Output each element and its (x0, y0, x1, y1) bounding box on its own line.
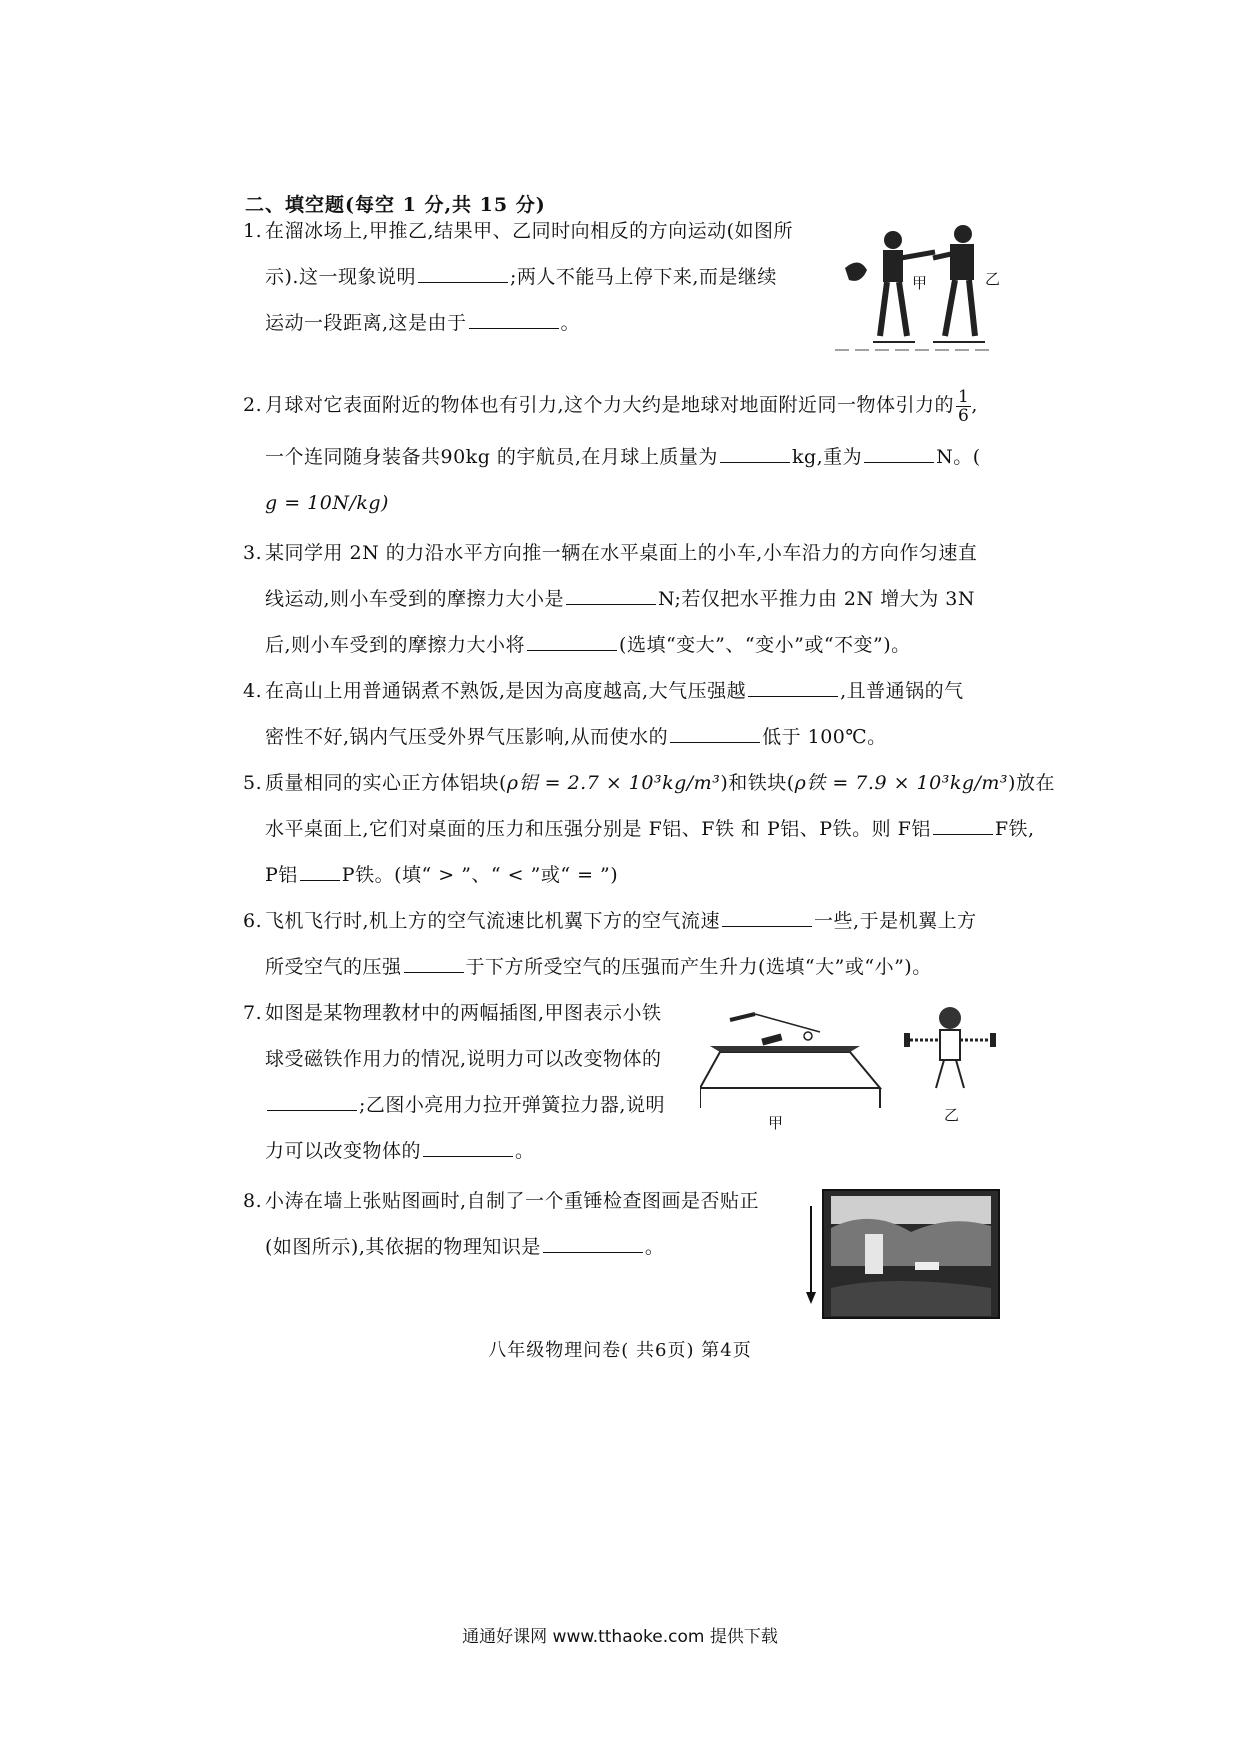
q4-line1b: ,且普通锅的气 (840, 680, 964, 702)
q5-line2: 水平桌面上,它们对桌面的压力和压强分别是 F铝、F铁 和 P铝、P铁。则 F铝 (265, 818, 931, 840)
q3-number: 3. (243, 542, 263, 564)
magnet-and-spring-figure (700, 1000, 1000, 1130)
q3-blank-2[interactable] (527, 630, 617, 651)
q5-line3b: P铁。(填“ > ”、“ < ”或“ = ”) (341, 864, 619, 886)
q8-line2a: (如图所示),其依据的物理知识是 (265, 1236, 541, 1258)
q4-line2b: 低于 100℃。 (762, 726, 887, 748)
q5-line1b: )和铁块( (720, 772, 795, 794)
q6-blank-2[interactable] (404, 952, 464, 973)
question-3 (243, 530, 977, 668)
q7-line3: ;乙图小亮用力拉开弹簧拉力器,说明 (359, 1094, 665, 1116)
q4-blank-1[interactable] (748, 676, 838, 697)
q7-fig-label-b: 乙 (944, 1106, 960, 1124)
q5-line2-end: F铁, (994, 818, 1035, 840)
q8-line1: 小涛在墙上张贴图画时,自制了一个重锤检查图画是否贴正 (265, 1190, 760, 1212)
q7-fig-label-a: 甲 (768, 1114, 784, 1130)
q5-rho-iron: ρ铁 = 7.9 × 10³kg/m³ (794, 772, 1009, 794)
q7-blank-1[interactable] (267, 1090, 357, 1111)
download-credit: 通通好课网 www.tthaoke.com 提供下载 (462, 1627, 778, 1647)
q2-blank-2[interactable] (864, 442, 934, 463)
q1-line2a: 示).这一现象说明 (265, 266, 416, 288)
q8-line2b: 。 (644, 1236, 665, 1258)
q2-fraction (956, 388, 971, 425)
q6-number: 6. (243, 910, 263, 932)
q5-rho-aluminium: ρ铝 = 2.7 × 10³kg/m³ (506, 772, 721, 794)
q3-line2a: 线运动,则小车受到的摩擦力大小是 (265, 588, 565, 610)
q2-line2b: kg,重为 (791, 446, 863, 468)
q1-line3a: 运动一段距离,这是由于 (265, 312, 467, 334)
q6-line1b: 一些,于是机翼上方 (814, 910, 977, 932)
q2-number: 2. (243, 394, 263, 416)
q1-line2b: ;两人不能马上停下来,而是继续 (509, 266, 777, 288)
q5-line3a: P铝 (265, 864, 298, 886)
q4-number: 4. (243, 680, 263, 702)
q6-line1a: 飞机飞行时,机上方的空气流速比机翼下方的空气流速 (265, 910, 721, 932)
q2-frac-den: 6 (958, 405, 970, 426)
q5-blank-2[interactable] (300, 860, 340, 881)
question-7 (243, 990, 665, 1174)
q4-line1a: 在高山上用普通锅煮不熟饭,是因为高度越高,大气压强越 (265, 680, 747, 702)
q5-number: 5. (243, 772, 263, 794)
question-1 (243, 208, 793, 346)
q1-fig-label-a: 甲 (912, 274, 928, 292)
page-footer: 八年级物理问卷( 共6页) 第4页 (488, 1340, 752, 1361)
q3-line3a: 后,则小车受到的摩擦力大小将 (265, 634, 526, 656)
q2-line2a: 一个连同随身装备共90kg 的宇航员,在月球上质量为 (265, 446, 718, 468)
q7-line4b: 。 (515, 1140, 535, 1162)
q2-line1: 月球对它表面附近的物体也有引力,这个力大约是地球对地面附近同一物体引力的 (265, 394, 955, 416)
q1-number: 1. (243, 220, 263, 242)
q6-line2a: 所受空气的压强 (265, 956, 402, 978)
q3-line2b: N;若仅把水平推力由 2N 增大为 3N (658, 588, 975, 610)
q8-number: 8. (243, 1190, 263, 1212)
q1-blank-1[interactable] (418, 262, 508, 283)
section-title: 二、填空题(每空 1 分,共 15 分) (245, 194, 546, 216)
question-8 (243, 1178, 759, 1270)
question-2 (243, 382, 978, 428)
q7-blank-2[interactable] (423, 1136, 513, 1157)
q3-line3b: (选填“变大”、“变小”或“不变”)。 (619, 634, 911, 656)
q7-line2: 球受磁铁作用力的情况,说明力可以改变物体的 (265, 1048, 662, 1070)
q7-line1: 如图是某物理教材中的两幅插图,甲图表示小铁 (265, 1002, 662, 1024)
q5-line1a: 质量相同的实心正方体铝块( (265, 772, 507, 794)
q3-line1: 某同学用 2N 的力沿水平方向推一辆在水平桌面上的小车,小车沿力的方向作匀速直 (265, 542, 978, 564)
question-4 (243, 668, 964, 760)
q2-line3: g = 10N/kg) (265, 492, 389, 514)
q4-line2a: 密性不好,锅内气压受外界气压影响,从而使水的 (265, 726, 669, 748)
q5-blank-1[interactable] (933, 814, 993, 835)
q2-line1-end: , (971, 394, 978, 416)
q1-fig-label-b: 乙 (985, 270, 1001, 288)
q7-number: 7. (243, 1002, 263, 1024)
skating-figure (835, 218, 1005, 358)
question-6 (243, 898, 977, 990)
q8-blank-1[interactable] (543, 1232, 643, 1253)
q1-line3b: 。 (560, 312, 581, 334)
painting-plumb-figure (805, 1188, 1005, 1328)
q2-blank-1[interactable] (720, 442, 790, 463)
question-5 (243, 760, 1055, 898)
q3-blank-1[interactable] (566, 584, 656, 605)
q5-line1c: )放在 (1008, 772, 1055, 794)
q6-line2b: 于下方所受空气的压强而产生升力(选填“大”或“小”)。 (465, 956, 932, 978)
q7-line4a: 力可以改变物体的 (265, 1140, 422, 1162)
q1-line1: 在溜冰场上,甲推乙,结果甲、乙同时向相反的方向运动(如图所 (265, 220, 793, 242)
q1-blank-2[interactable] (469, 308, 559, 329)
q2-line2c: N。( (936, 446, 981, 468)
q4-blank-2[interactable] (670, 722, 760, 743)
question-2-cont (243, 434, 981, 526)
q2-frac-num: 1 (958, 386, 970, 407)
q6-blank-1[interactable] (722, 906, 812, 927)
